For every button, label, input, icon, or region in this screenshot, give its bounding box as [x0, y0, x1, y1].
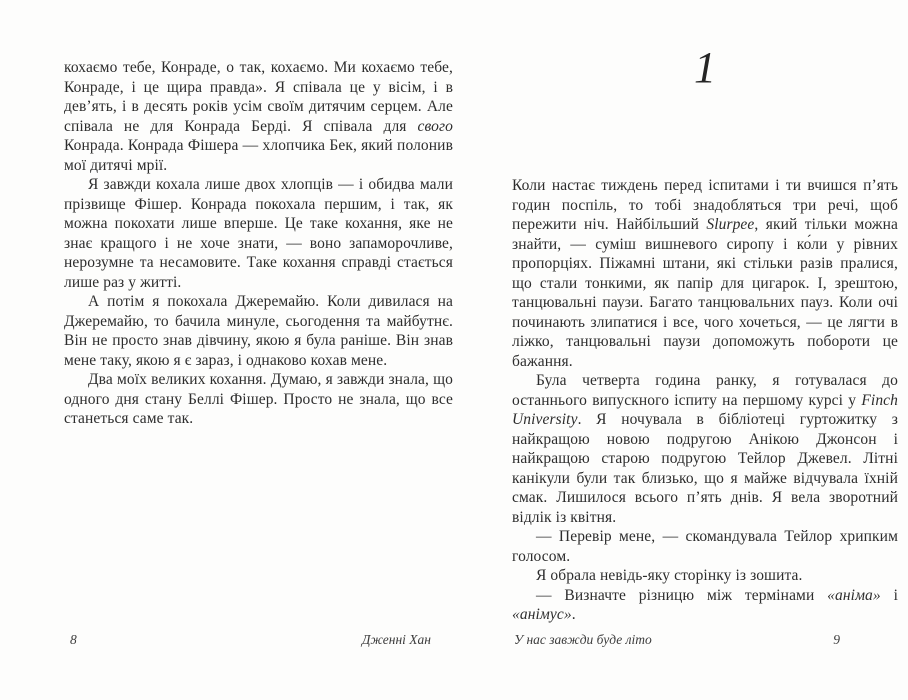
right-page-number: 9 [833, 632, 840, 647]
right-running-title: У нас завжди буде літо [514, 632, 652, 647]
paragraph: Була четверта година ранку, я готувалася до останнього випускного іспиту на першому курсі у Finch University. Я ночувала в бібліотеці гуртожитку з найкращою новою подругою Анікою Джонсон і найкращою старою подругою Тейлор Джевел. Літні канікули були так близько, що я майже відчувала їхній смак. Лишилося всього п’ять днів. Я вела зворотний відлік із квітня. [512, 372, 898, 526]
paragraph: Я завжди кохала лише двох хлопців — і обидва мали прізвище Фішер. Конрада покохала першим, і так, як можна покохати лише вперше. Це таке кохання, яке не знає кращого і не хоче знати, — воно запаморочливе, нерозумне та несамовите. Таке кохання справді стається лише раз у житті. [64, 176, 453, 291]
page-right [512, 0, 898, 700]
left-running-title: Дженні Хан [361, 632, 431, 647]
left-text-block [64, 58, 453, 429]
right-page-footer [512, 632, 898, 648]
chapter-number: 1 [694, 43, 716, 92]
left-page-number: 8 [70, 632, 77, 647]
left-page-footer [64, 632, 453, 648]
paragraph: — Перевір мене, — скомандувала Тейлор хрипким голосом. [512, 528, 898, 565]
paragraph: кохаємо тебе, Конраде, о так, кохаємо. Ми кохаємо тебе, Конраде, і це щира правда». Я співала це у вісім, і в дев’ять, і в десять років усім своїм дитячим серцем. Але співала не для Конрада Берді. Я співала для свого Конрада. Конрада Фішера — хлопчика Бек, який полонив мої дитячі мрії. [64, 59, 453, 174]
page-left [64, 0, 453, 700]
paragraph: Коли настає тиждень перед іспитами і ти вчишся п’ять годин поспіль, то тобі знадобляться три речі, щоб пережити ніч. Найбільший Slurpee, який тільки можна знайти, — суміш вишневого сиропу і ко́ли у рівних пропорціях. Піжамні штани, які стільки разів пралися, що стали тонкими, як папір для цигарок. І, зрештою, танцювальні паузи. Багато танцювальних пауз. Коли очі починають злипатися і все, чого хочеться, — це лягти в ліжко, танцювальні паузи допоможуть побороти це бажання. [512, 177, 898, 370]
right-text-block [512, 176, 898, 625]
paragraph: Я обрала невідь-яку сторінку із зошита. [536, 567, 803, 584]
paragraph: — Визначте різницю між термінами «аніма» і «анімус». [512, 586, 898, 623]
paragraph: А потім я покохала Джеремайю. Коли дивилася на Джеремайю, то бачила минуле, сьогодення та майбутнє. Він не просто знав дівчину, якою я була раніше. Він знав мене таку, якою я є зараз, і однаково кохав мене. [64, 293, 453, 369]
paragraph: Два моїх великих кохання. Думаю, я завжди знала, що одного дня стану Беллі Фішер. Просто не знала, що все станеться саме так. [64, 371, 453, 427]
